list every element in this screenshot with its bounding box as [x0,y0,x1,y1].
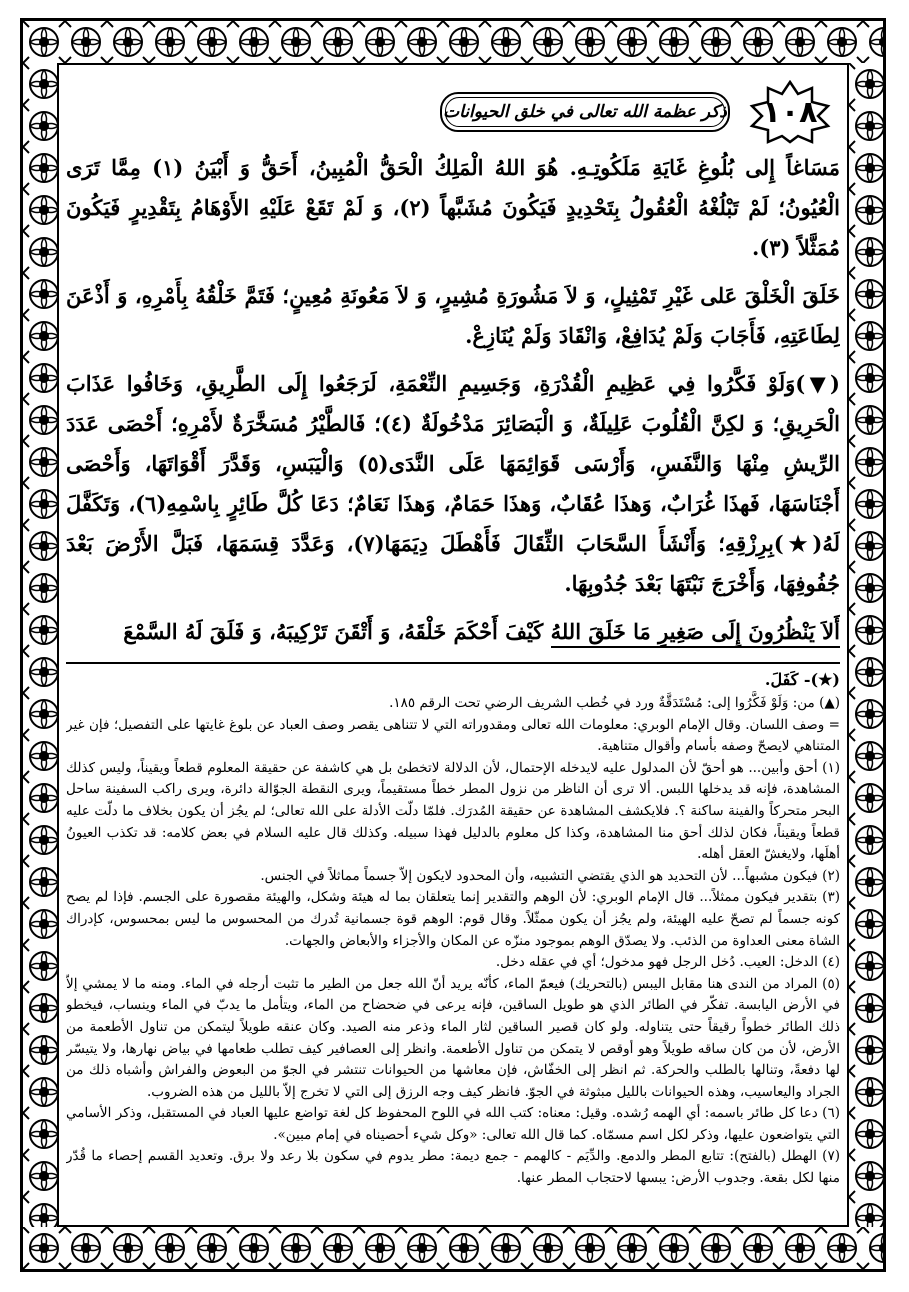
footnote-4: (٤) الدخل: العيب. دُخل الرجل فهو مدخول؛ أي في عقله دخل. [495,954,840,971]
chapter-title: ذكر عظمة الله تعالى في خلق الحيوانات [443,102,727,122]
footnote-3: (٣) بتقدير فيكون ممثلاً... قال الإمام الوبري: لأن الوهم والتقدير إنما يتعلقان بما له هيئة وشكل، والهيئة مقصورة على الجسم. فإذا لم يصح كونه جسماً لم تصحّ عليه الهيئة، ولم يجُز أن يكون ممثّلاً. وقال قوم: الوهم قوة جسمانية تُدرك من المحسوس ما ليس بمحسوس، كإدراك الشاة معنى العداوة من الذئب. ولا يصدّق الوهم بموجود منزّه عن المكان والأجزاء والأبعاض والجهات. [66,889,840,949]
underlined-phrase: أَلاَ يَنْظُرُونَ إِلَى صَغِيرِ مَا خَلَقَ اللهُ [551,619,840,648]
floral-pattern-top [23,21,883,63]
footnote-divider [66,662,840,664]
paragraph-1: مَسَاغاً إِلى بُلُوغِ غَايَةِ مَلَكُوتِـهِ. هُوَ اللهُ الْمَلِكُ الْحَقُّ الْمُبِينُ، أَحَقُّ وَ أَبْيَنُ (١) مِمَّا تَرَى الْعُيُونُ؛ لَمْ تَبْلُغْهُ الْعُقُولُ بِتَحْدِيدٍ فَيَكُونَ مُشَبَّهاً (٢)، وَ لَمْ تَقَعْ عَلَيْهِ الأَوْهَامُ بِتَقْدِيرٍ فَيَكُونَ مُمَثَّلاً (٣). [66,155,840,260]
floral-pattern-left [23,63,57,1227]
floral-pattern-bottom [23,1227,883,1269]
page-header [66,72,840,148]
paragraph-4-rest: كَيْفَ أَحْكَمَ خَلْقَهُ، وَ أَتْقَنَ تَرْكِيبَهُ، وَ فَلَقَ لَهُ السَّمْعَ [123,619,551,644]
paragraph-4 [66,612,840,652]
ornamental-border-bottom [23,1227,883,1269]
footnote-5: (٥) المراد من الندى هنا مقابل اليبس (بالتحريك) فيعمّ الماء، كأنّه يريد أنّ الله جعل من الطير ما تثبت أرجله في الماء. ومنه ما لا يمشي إلاّ في الأرض اليابسة. تفكّر في الطائر الذي هو طويل الساقين، فإنه يرعى في ضحضاح من الماء، ويتأمل ما يدبّ في الماء وينساب، فيخطو ذلك الطائر خطواً رقيقاً حتى يتناوله. ولو كان قصير الساقين لثار الماء وذعر منه الصيد. وكان عنقه طويلاً ليتمكن من تناول الأطعمة من الأرض، لأن من كان ساقه طويلاً وهو أوقص لا يتمكن من تناول الأطعمة. وانظر إلى العصافير كيف تطلب طعامها في بياض نهارها، ولا يتيسّر لها دفعةً، وتنالها بالطلب والحركة. ثم انظر إلى الخفّاش، فإن معاشها من الحيوانات تنتشر في الجوّ من البعوض والفراش وأشباه ذلك من الجراد واليعاسيب، وهذه الحيوانات بالليل مبثوثة في الجوّ. فانظر كيف وجه الرزق إلى التي لا تخرج إلاّ بالليل من هذه الضروب. [66,975,840,1100]
page-content [66,72,840,1220]
footnote-1: (١) أحق وأبين... هو أحقّ لأن المدلول عليه لايدخله الإحتمال، لأن الدلالة لاتخطئ بل هي كاشفة عن حقيقة المعلوم قطعاً ويقيناً، وليس كذلك المشاهدة، فإنه قد يدخلها اللبس. ألا ترى أن الناظر من نزول المطر خطاً مستقيماً، ويرى النقطة الجوّالة دائرة، ويرى راكب السفينة ساحل البحر متحركاً والفينة ساكنة ؟. فلايكشف المشاهدة عن حقيقة المُدرَك. فلمّا دلّت الأدلة على الله تعالى؛ لم يجُز أن يكون بخلاف ما دلّت عليه قطعاً ويقيناً، فكان لذلك أحق منا المشاهدة، وكذا كل معلوم بالدليل فهذا سبيله. وكذلك قال عليه السلام في بعض كلامه: قد تكذب العيونُ أهلَها، ولايغشّ العقل أهله. [66,759,840,863]
footnote-2: (٢) فيكون مشبهاً... لأن التحديد هو الذي يقتضي التشبيه، وأن المحدود لايكون إلاّ جسماً مماثلاً في الجنس. [260,867,840,884]
chapter-title-box [440,92,730,132]
variant-note: (★)- كَفَلَ. [764,670,840,689]
page-number: ١٠٨ [762,94,818,130]
paragraph-3: (▼)وَلَوْ فَكَّرُوا فِي عَظِيمِ الْقُدْرَةِ، وَجَسِيمِ النِّعْمَةِ، لَرَجَعُوا إِلَى الطَّرِيقِ، وَخَافُوا عَذَابَ الْحَرِيقِ؛ وَ لكِنَّ الْقُلُوبَ عَلِيلَةٌ، وَ الْبَصَائِرَ مَدْخُولَةٌ (٤)؛ فَالطَّيْرُ مُسَخَّرَةٌ لأَمْرِهِ؛ أَحْصَى عَدَدَ الرِّيشِ مِنْهَا وَالنَّفَسِ، وَأَرْسَى قَوَائِمَهَا عَلَى النَّدَى(٥) وَالْيَبَسِ، وَقَدَّرَ أَقْوَاتَهَا، وَأَحْصَى أَجْنَاسَهَا، فَهذَا غُرَابٌ، وَهذَا عُقَابٌ، وَهذَا حَمَامٌ، وَهذَا نَعَامٌ؛ دَعَا كُلَّ طَائِرٍ بِاسْمِهِ(٦)، وَتَكَفَّلَ لَهُ(★)بِرِزْقِهِ؛ وَأَنْشَأَ السَّحَابَ الثِّقَالَ فَأَهْطَلَ دِيَمَهَا(٧)، وَعَدَّدَ قِسَمَهَا، فَبَلَّ الأَرْضَ بَعْدَ جُفُوفِهَا، وَأَخْرَجَ نَبْتَهَا بَعْدَ جُدُوبِهَا. [66,371,840,596]
footnote-6: (٦) دعا كل طائر باسمه: أي الهمه رُشده. وقيل: معناه: كتب الله في اللوح المحفوظ كل لغة تواضع عليها العباد في المستقبل، وذكر الأسامي التي يتواضعون عليها، وذكر لكل اسم مسمّاه. كما قال الله تعالى: «وكل شيء أحصيناه في إمام مبين». [66,1105,840,1143]
ornamental-border-left [23,63,57,1227]
page-number-badge [748,80,832,144]
paragraph-2: خَلَقَ الْخَلْقَ عَلى غَيْرِ تَمْثِيلٍ، وَ لاَ مَشُورَةِ مُشِيرٍ، وَ لاَ مَعُونَةِ مُعِينٍ؛ فَتَمَّ خَلْقُهُ بِأَمْرِهِ، وَ أَذْعَنَ لِطَاعَتِهِ، فَأَجَابَ وَلَمْ يُدَافِعْ، وَانْقَادَ وَلَمْ يُنَازِعْ. [66,283,840,348]
main-text [66,148,840,652]
ornamental-border-right [849,63,883,1227]
footnote-continuation: = وصف اللسان. وقال الإمام الوبري: معلومات الله تعالى ومقدوراته التي لا تتناهى يقصر وصف العباد عن بلوغ غايتها على التفصيل؛ فإن غير المتناهي لايصحّ وصفه بأسام وأقوال متناهية. [66,716,840,755]
footnote-7: (٧) الهطل (بالفتح): تتابع المطر والدمع. والدِّيَم - كالهمم - جمع ديمة: مطر يدوم في سكون بلا رعد ولا برق. وتعديد القسم إحصاء ما قُدّر منها لكل بقعة. وجدوب الأرض: يبسها لاحتجاب المطر عنها. [66,1148,840,1187]
footnotes [66,693,840,1190]
ornamental-border-top [23,21,883,63]
footnote-source: (▲) من: وَلَوْ فَكَّرُوا إلى: مُسْتَدَقَّةٌ ورد في خُطب الشريف الرضي تحت الرقم ١٨٥. [389,695,840,711]
floral-pattern-right [849,63,883,1227]
